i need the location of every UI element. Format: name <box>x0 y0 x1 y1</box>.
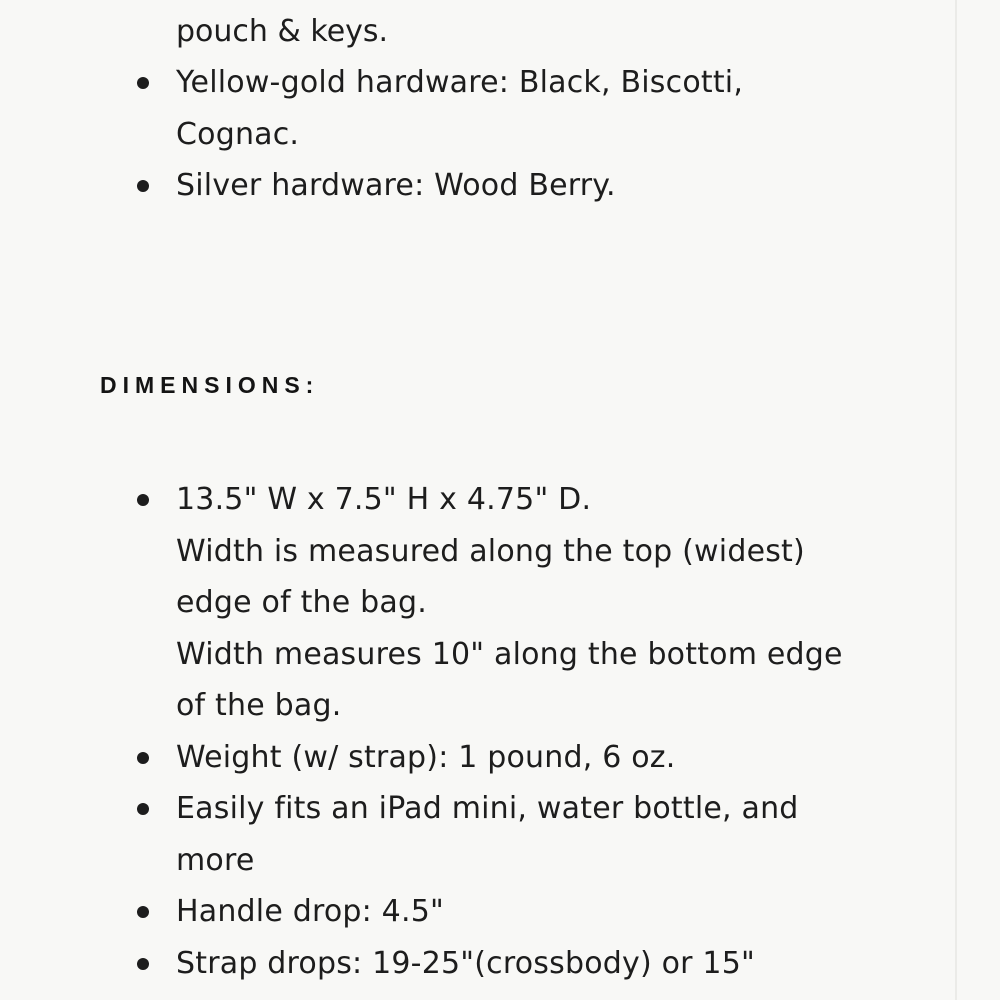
list-item-line: Strap drops: 19-25"(crossbody) or 15" <box>176 945 755 981</box>
list-item <box>0 160 955 212</box>
continued-text: pouch & keys. <box>176 14 389 49</box>
list-item <box>0 57 955 160</box>
bullet-icon <box>137 77 149 89</box>
list-item-line: Easily fits an iPad mini, water bottle, and <box>176 791 799 826</box>
list-item <box>0 886 955 938</box>
list-item-line: Yellow-gold hardware: Black, Biscotti, <box>176 65 744 100</box>
content-divider <box>955 0 957 1000</box>
list-item-line: more <box>176 842 255 878</box>
bullet-icon <box>137 906 149 918</box>
list-item-line: 13.5" W x 7.5" H x 4.75" D. <box>176 482 592 517</box>
hardware-list <box>0 57 955 212</box>
list-item-line: Width is measured along the top (widest) <box>176 533 805 569</box>
list-item-line: Silver hardware: Wood Berry. <box>176 168 616 203</box>
list-item-line: edge of the bag. <box>176 585 427 620</box>
list-item-line: Handle drop: 4.5" <box>176 894 444 929</box>
dimensions-list <box>0 474 955 989</box>
dimensions-heading: DIMENSIONS: <box>100 372 320 398</box>
list-item-line: of the bag. <box>176 688 342 723</box>
bullet-icon <box>137 803 149 815</box>
bullet-icon <box>137 494 149 506</box>
list-item <box>0 732 955 784</box>
list-item <box>0 783 955 886</box>
list-item-line: Cognac. <box>176 116 300 152</box>
list-item <box>0 938 955 990</box>
list-item <box>0 474 955 732</box>
bullet-icon <box>137 180 149 192</box>
bullet-icon <box>137 958 149 970</box>
list-item-line: Weight (w/ strap): 1 pound, 6 oz. <box>176 739 676 775</box>
bullet-icon <box>137 752 149 764</box>
list-item-line: Width measures 10" along the bottom edge <box>176 636 843 672</box>
